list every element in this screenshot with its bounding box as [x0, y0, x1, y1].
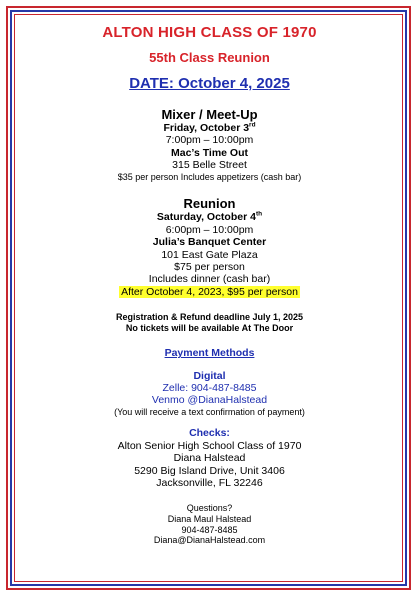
contact-phone: 904-487-8485 — [181, 524, 238, 535]
contact-name: Diana Maul Halstead — [167, 513, 252, 524]
flyer-content — [18, 24, 401, 546]
deadline-line-1: Registration & Refund deadline July 1, 2025 — [115, 312, 304, 323]
zelle-info: Zelle: 904-487-8485 — [162, 382, 257, 395]
checks-heading: Checks: — [189, 427, 230, 440]
reunion-day-suffix: th — [255, 210, 263, 218]
payment-section — [18, 347, 401, 489]
mixer-venue: Mac’s Time Out — [170, 146, 249, 159]
event-date: DATE: October 4, 2025 — [129, 75, 290, 93]
flyer-subtitle: 55th Class Reunion — [149, 49, 270, 65]
check-name: Diana Halstead — [173, 452, 246, 465]
mixer-day-suffix: rd — [249, 121, 256, 129]
reunion-day — [18, 211, 401, 223]
reunion-heading: Reunion — [183, 196, 236, 212]
reunion-late-price-row — [18, 286, 401, 298]
check-street: 5290 Big Island Drive, Unit 3406 — [134, 464, 285, 477]
payment-heading: Payment Methods — [164, 347, 255, 360]
mixer-address: 315 Belle Street — [172, 159, 247, 172]
payment-confirmation-note: (You will receive a text confirmation of payment) — [114, 406, 305, 417]
reunion-section — [18, 196, 401, 298]
check-payee: Alton Senior High School Class of 1970 — [117, 439, 302, 452]
contact-section — [18, 503, 401, 545]
deadline-notice — [18, 312, 401, 333]
mixer-heading: Mixer / Meet-Up — [161, 106, 258, 122]
mixer-day — [18, 122, 401, 134]
reunion-time: 6:00pm – 10:00pm — [165, 223, 254, 236]
mixer-day-text: Friday, October 3 — [163, 122, 250, 135]
mixer-section — [18, 107, 401, 182]
mixer-price: $35 per person Includes appetizers (cash bar) — [117, 171, 302, 182]
reunion-address: 101 East Gate Plaza — [161, 248, 258, 261]
digital-heading: Digital — [193, 369, 226, 382]
reunion-price: $75 per person — [174, 260, 245, 273]
deadline-line-2: No tickets will be available At The Door — [125, 322, 294, 333]
venmo-info: Venmo @DianaHalstead — [151, 394, 268, 407]
reunion-includes: Includes dinner (cash bar) — [148, 273, 271, 286]
contact-email: Diana@DianaHalstead.com — [153, 535, 266, 546]
reunion-day-text: Saturday, October 4 — [156, 211, 256, 224]
mixer-time: 7:00pm – 10:00pm — [165, 134, 254, 147]
reunion-late-price: After October 4, 2023, $95 per person — [121, 285, 298, 298]
questions-heading: Questions? — [186, 503, 233, 514]
flyer-title: ALTON HIGH CLASS OF 1970 — [102, 24, 317, 41]
reunion-venue: Julia’s Banquet Center — [152, 236, 267, 249]
check-city: Jacksonville, FL 32246 — [156, 476, 263, 489]
